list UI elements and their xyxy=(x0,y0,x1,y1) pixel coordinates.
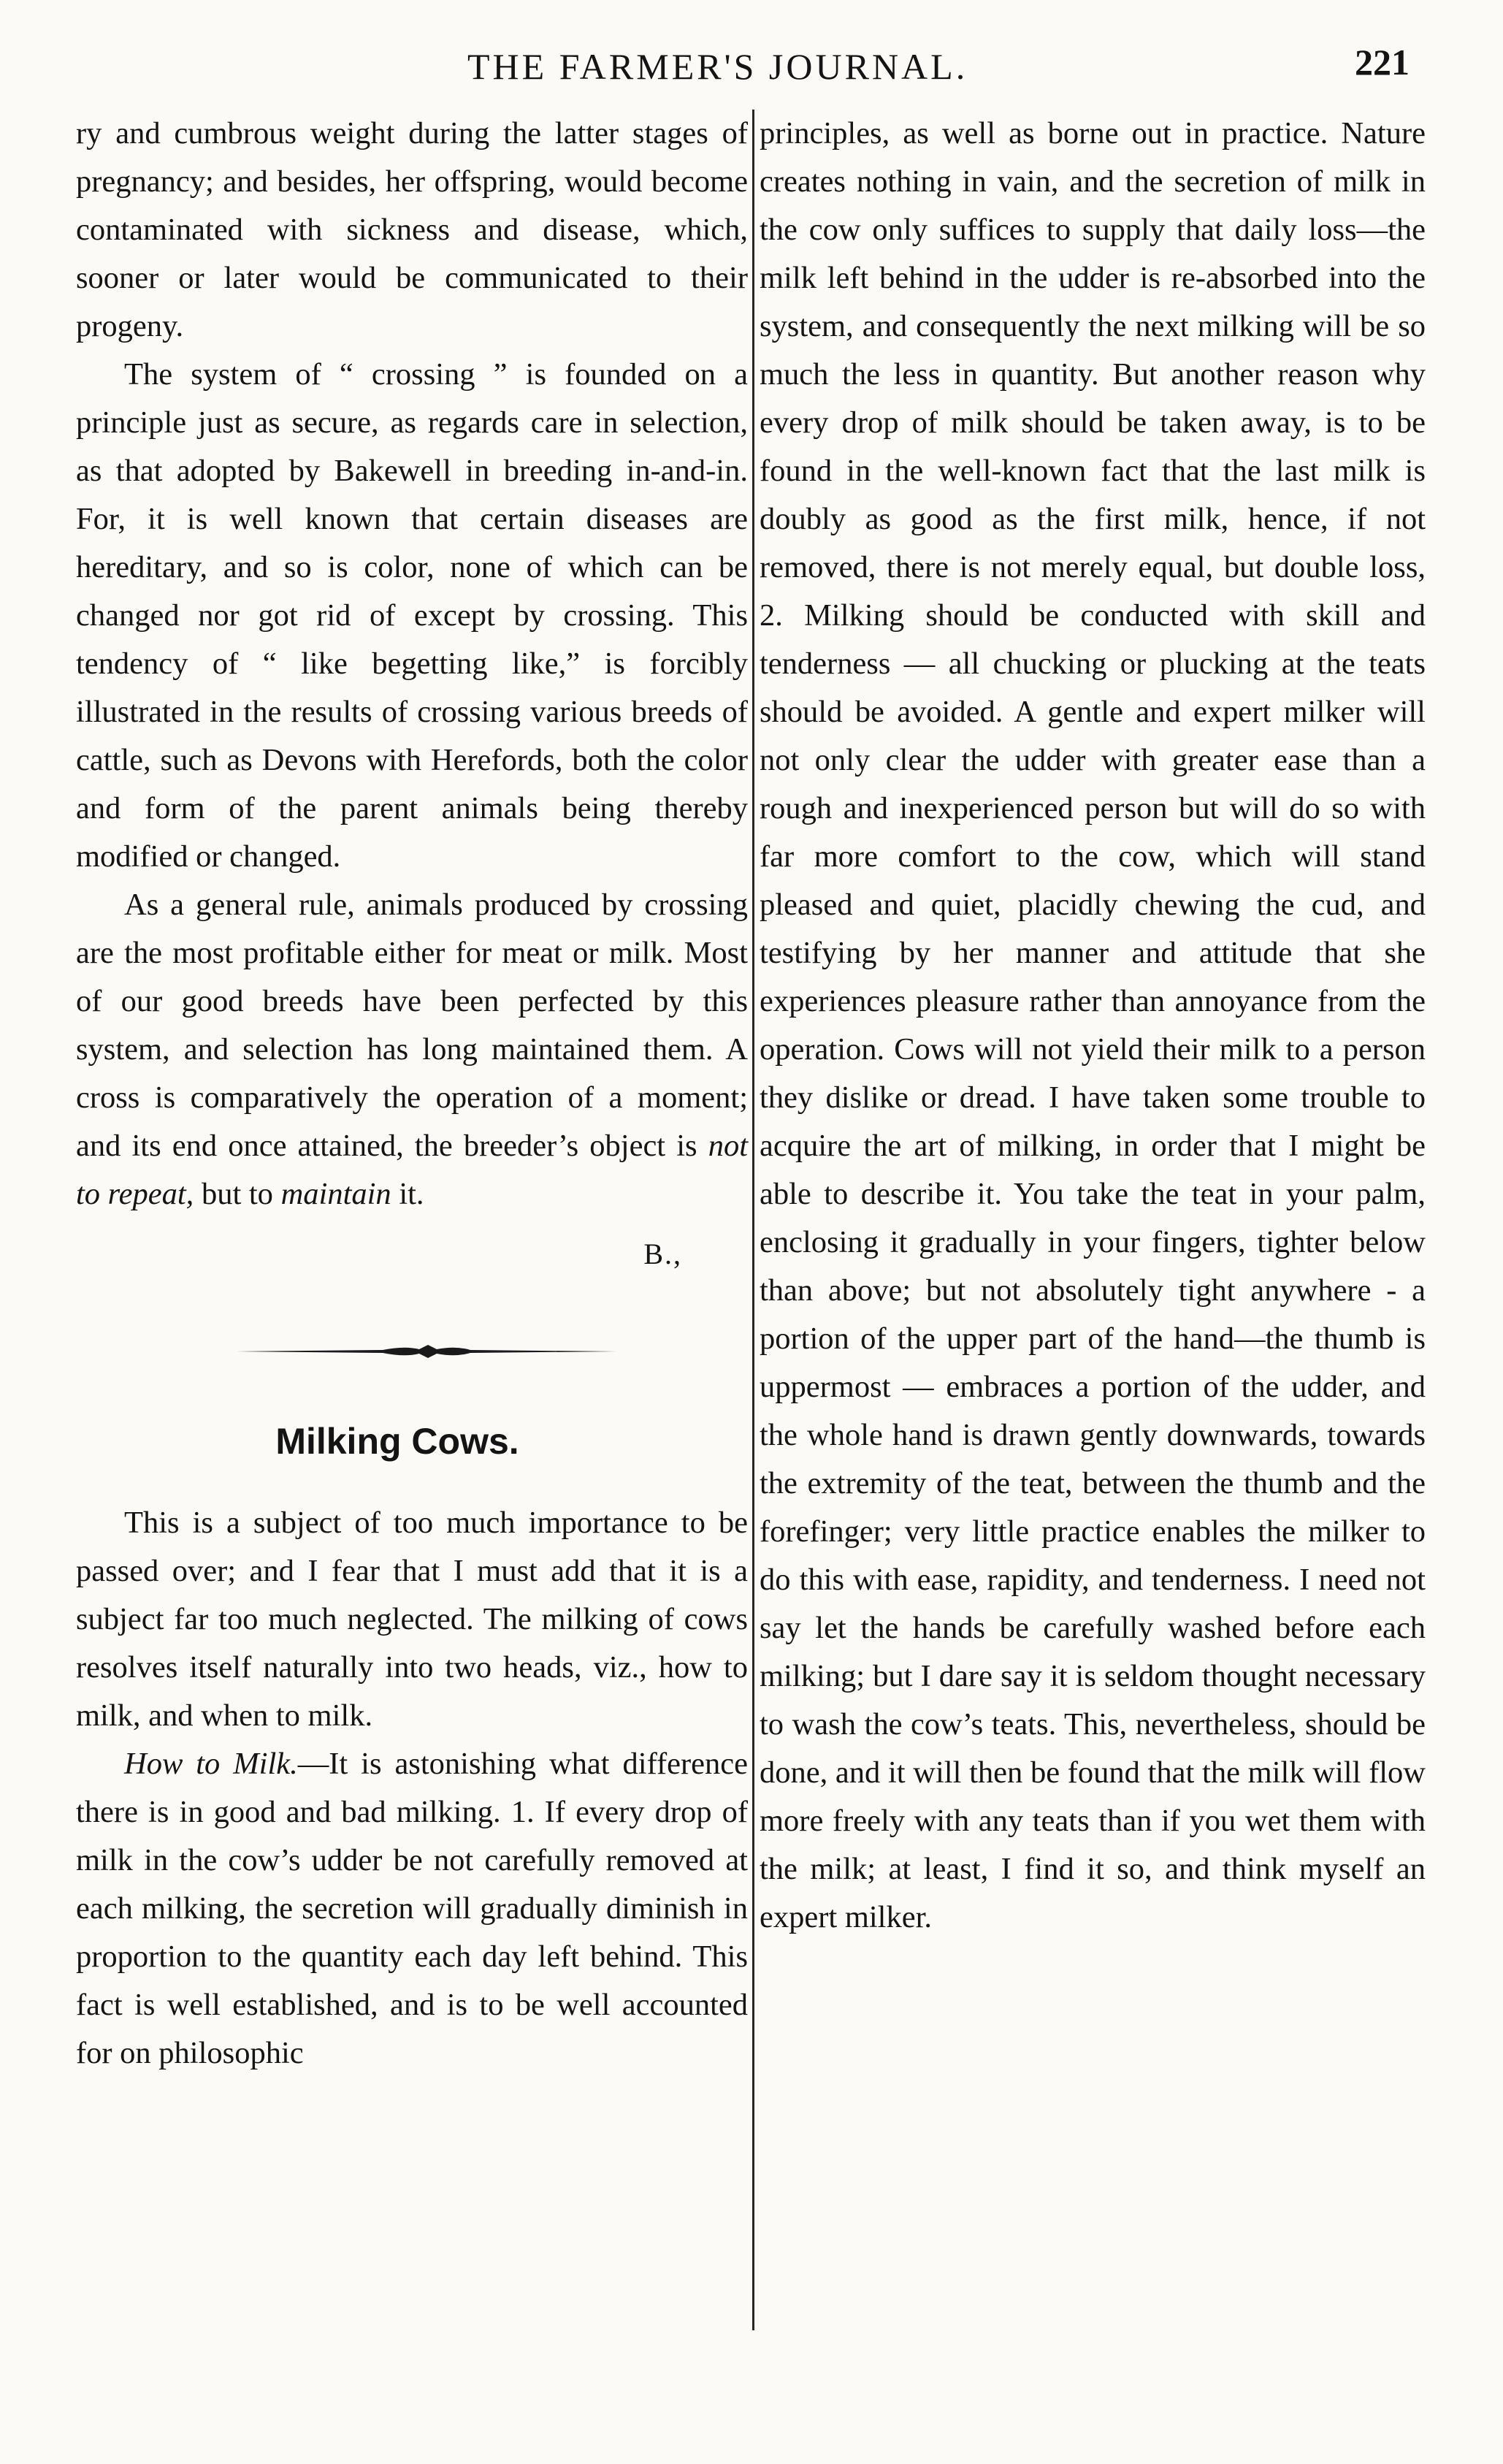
text-run: As a general rule, animals produced by crossing are the most profitable either for meat or milk. Most of our good breeds have been perfected by this system, and selection has long maintained them. A cross is comparatively the operation of a moment; and its end once attained, the breeder’s object is xyxy=(76,888,748,1163)
text-run: —It is astonishing what difference there is in good and bad milking. 1. If every drop of milk in the cow’s udder be not carefully removed at each milking, the secretion will gradually diminish in proportion to the quantity each day left behind. This fact is well established, and is to be well accounted for on philosophic xyxy=(76,1747,749,2070)
paragraph-milking-intro: This is a subject of too much importance to be passed over; and I fear that I must add that it is a subject far too much neglected. The milking of cows resolves itself naturally into two heads, viz., how to milk, and when to milk. xyxy=(76,1506,748,1733)
text-run: it. xyxy=(391,1177,424,1211)
author-signature: B., xyxy=(643,1237,682,1270)
italic-word: maintain xyxy=(280,1177,391,1211)
right-column xyxy=(760,110,1426,1942)
left-column xyxy=(76,110,748,2078)
ornamental-rule-icon xyxy=(237,1343,616,1360)
paragraph-principles: principles, as well as borne out in practice. Nature creates nothing in vain, and the secretion of milk in the cow only suffices to supply that daily loss—the milk left behind in the udder is re-absorbed into the system, and consequently the next milking will be so much the less in quantity. But another reason why every drop of milk should be taken away, is to be found in the well-known fact that the last milk is doubly as good as the first milk, hence, if not removed, there is not merely equal, but double loss, 2. Milking should be conducted with skill and tenderness — all chucking or plucking at the teats should be avoided. A gentle and expert milker will not only clear the udder with greater ease than a rough and inexperienced person but will do so with far more comfort to the cow, which will stand pleased and quiet, placidly chewing the cud, and testifying by her manner and attitude that she experiences pleasure rather than annoyance from the operation. Cows will not yield their milk to a person they dislike or dread. I have taken some trouble to acquire the art of milking, in order that I might be able to describe it. You take the teat in your palm, enclosing it gradually in your fingers, tighter below than above; but not absolutely tight anywhere - a portion of the upper part of the hand—the thumb is uppermost — embraces a portion of the udder, and the whole hand is drawn gently downwards, towards the extremity of the teat, between the thumb and the forefinger; very little practice enables the milker to do this with ease, rapidity, and tenderness. I need not say let the hands be carefully washed before each milking; but I dare say it is seldom thought necessary to wash the cow’s teats. This, nevertheless, should be done, and it will then be found that the milk will flow more freely with any teats than if you wet them with the milk; at least, I find it so, and think myself an expert milker. xyxy=(760,116,1426,1934)
running-head xyxy=(0,42,1503,89)
journal-title: THE FARMER'S JOURNAL. xyxy=(467,46,968,87)
paragraph-general-rule xyxy=(76,881,748,1218)
article-title: Milking Cows. xyxy=(275,1421,519,1462)
paragraph-how-to-milk xyxy=(76,1740,748,2078)
page-number: 221 xyxy=(1355,42,1410,83)
column-rule xyxy=(752,110,754,2330)
text-run: but to xyxy=(194,1177,281,1211)
paragraph-crossing: The system of “ crossing ” is founded on a principle just as secure, as regards care in selection, as that adopted by Bakewell in breeding in-and-in. For, it is well known that certain diseases are hereditary, and so is color, none of which can be changed nor got rid of except by crossing. This tendency of “ like begetting like,” is forcibly illustrated in the results of crossing various breeds of cattle, such as Devons with Herefords, both the color and form of the parent animals being thereby modified or changed. xyxy=(76,357,748,874)
subheading-how-to-milk: How to Milk. xyxy=(124,1747,298,1781)
section-divider xyxy=(76,1286,748,1417)
italic-phrase: not to repeat, xyxy=(76,1129,748,1211)
paragraph-continued: ry and cumbrous weight during the latter stages of pregnancy; and besides, her offspring, would become contaminated with sickness and disease, which, sooner or later would be communicated to their progeny. xyxy=(76,116,748,343)
